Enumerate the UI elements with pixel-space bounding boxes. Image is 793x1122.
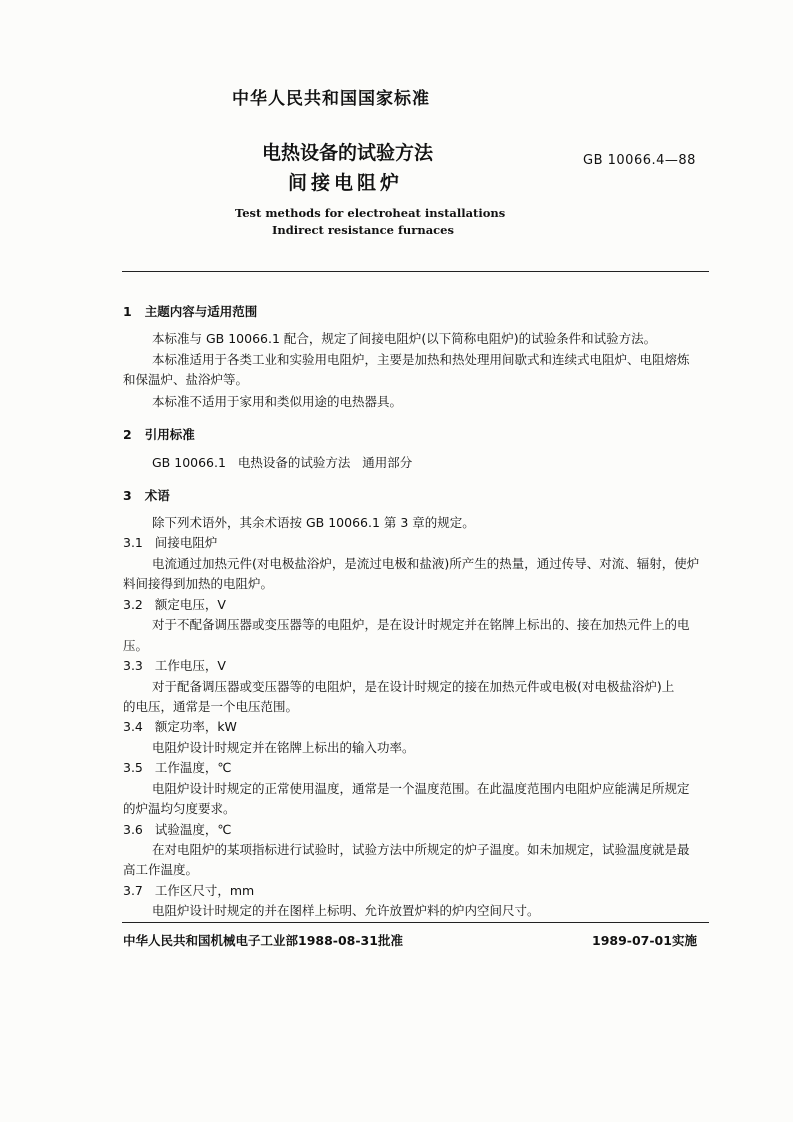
chinese-title-line2: 间接电阻炉 <box>288 172 404 194</box>
term-name: 间接电阻炉 <box>154 535 218 550</box>
header-divider <box>122 271 709 272</box>
chinese-title-line1: 电热设备的试验方法 <box>262 142 434 164</box>
term-number: 3.7 <box>123 883 143 898</box>
national-standard-label: 中华人民共和国国家标准 <box>232 89 430 109</box>
term-name: 工作电压，V <box>154 658 226 673</box>
term-number: 3.6 <box>123 822 143 837</box>
paragraph-continuation: 和保温炉、盐浴炉等。 <box>123 372 249 387</box>
term-name: 工作区尺寸，mm <box>154 883 255 898</box>
term-definition: 电流通过加热元件(对电极盐浴炉，是流过电极和盐液)所产生的热量，通过传导、对流、辐射，使炉 <box>152 556 700 571</box>
section-3-heading <box>123 486 170 504</box>
section-number: 2 <box>123 427 132 442</box>
referenced-standard: GB 10066.1 电热设备的试验方法 通用部分 <box>152 455 413 470</box>
section-number: 3 <box>123 488 132 503</box>
term-number: 3.1 <box>123 535 143 550</box>
term-definition: 对于不配备调压器或变压器等的电阻炉，是在设计时规定并在铭牌上标出的、接在加热元件上的电 <box>152 617 690 632</box>
term-number: 3.2 <box>123 597 143 612</box>
section-title: 引用标准 <box>144 427 195 442</box>
section-2-heading <box>123 425 195 443</box>
section-number: 1 <box>123 304 132 319</box>
term-definition: 电阻炉设计时规定的正常使用温度，通常是一个温度范围。在此温度范围内电阻炉应能满足所规定 <box>152 781 690 796</box>
term-name: 试验温度，℃ <box>154 822 232 837</box>
approval-statement: 中华人民共和国机械电子工业部1988-08-31批准 <box>123 933 403 948</box>
term-heading <box>123 720 237 734</box>
term-heading <box>123 536 217 550</box>
english-title-line1: Test methods for electroheat installations <box>235 206 506 220</box>
term-heading <box>123 823 231 837</box>
term-definition: 电阻炉设计时规定的并在图样上标明、允许放置炉料的炉内空间尺寸。 <box>152 903 540 918</box>
term-definition: 在对电阻炉的某项指标进行试验时，试验方法中所规定的炉子温度。如未加规定，试验温度就是最 <box>152 842 690 857</box>
term-name: 额定功率，kW <box>154 719 237 734</box>
term-number: 3.4 <box>123 719 143 734</box>
term-definition-continuation: 高工作温度。 <box>123 862 199 877</box>
term-definition: 电阻炉设计时规定并在铭牌上标出的输入功率。 <box>152 740 415 755</box>
term-definition-continuation: 料间接得到加热的电阻炉。 <box>123 576 274 591</box>
section-title: 主题内容与适用范围 <box>144 304 258 319</box>
term-number: 3.3 <box>123 658 143 673</box>
paragraph: 本标准适用于各类工业和实验用电阻炉，主要是加热和热处理用间歇式和连续式电阻炉、电阻熔炼 <box>152 352 690 367</box>
standard-number: GB 10066.4—88 <box>583 153 696 168</box>
footer-divider <box>122 922 709 923</box>
term-heading <box>123 598 226 612</box>
term-name: 额定电压，V <box>154 597 226 612</box>
term-definition: 对于配备调压器或变压器等的电阻炉，是在设计时规定的接在加热元件或电极(对电极盐浴炉)上 <box>152 679 675 694</box>
section-title: 术语 <box>144 488 170 503</box>
term-definition-continuation: 的电压，通常是一个电压范围。 <box>123 699 299 714</box>
paragraph: 除下列术语外，其余术语按 GB 10066.1 第 3 章的规定。 <box>152 515 475 530</box>
term-number: 3.5 <box>123 760 143 775</box>
term-definition-continuation: 压。 <box>123 638 149 653</box>
implementation-date: 1989-07-01实施 <box>592 933 697 948</box>
term-name: 工作温度，℃ <box>154 760 232 775</box>
term-heading <box>123 761 231 775</box>
english-title-line2: Indirect resistance furnaces <box>272 223 454 237</box>
paragraph: 本标准不适用于家用和类似用途的电热器具。 <box>152 394 403 409</box>
term-heading <box>123 884 254 898</box>
term-definition-continuation: 的炉温均匀度要求。 <box>123 801 236 816</box>
section-1-heading <box>123 302 257 320</box>
paragraph: 本标准与 GB 10066.1 配合，规定了间接电阻炉(以下简称电阻炉)的试验条件和试验方法。 <box>152 331 657 346</box>
term-heading <box>123 659 226 673</box>
